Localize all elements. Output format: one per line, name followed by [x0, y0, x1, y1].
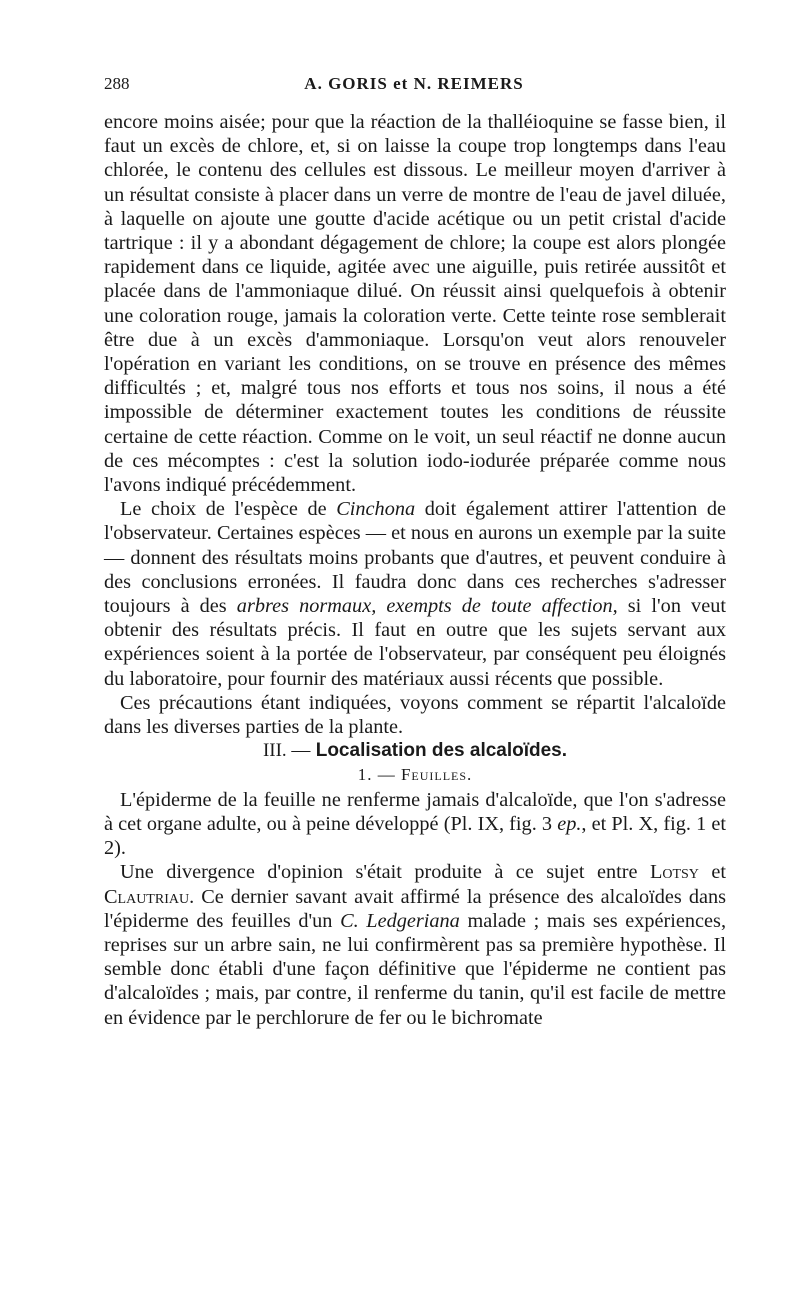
- italic-text: ep.: [557, 812, 582, 835]
- running-head: A. GORIS et N. REIMERS: [304, 74, 524, 93]
- section-heading: [104, 739, 726, 763]
- italic-text: arbres normaux, exempts de toute affection,: [236, 595, 618, 618]
- subsection-number: 1. —: [357, 765, 396, 785]
- paragraph: Une divergence d'opinion s'était produite à ce sujet entre Lotsy et Clautriau. Ce dernier savant avait affirmé la présence des alcaloïdes dans l'épiderme des feuilles d'un C. Ledgeriana malade ; mais ses expériences, reprises sur un arbre sain, ne lui confirmèrent pas sa première hypothèse. Il semble donc établi d'une façon définitive que l'épiderme ne contient pas d'alcaloïdes ; mais, par contre, il renferme du tanin, qu'il est facile de mettre en évidence par le perchlorure de fer ou le bichromate: [104, 861, 727, 1029]
- paragraph: Le choix de l'espèce de Cinchona doit également attirer l'attention de l'observateur. Certaines espèces — et nous en aurons un exemple par la suite — donnent des résultats moins probants que d'autres, et peuvent conduire à des conclusions erronées. Il faudra donc dans ces recherches s'adresser toujours à des arbres normaux, exempts de toute affection, si l'on veut obtenir des résultats précis. Il faut en outre que les sujets servant aux expériences soient à la portée de l'observateur, par conséquent peu éloignés du laboratoire, pour fournir des matériaux aussi récents que possible.: [104, 498, 726, 690]
- paragraph: Ces précautions étant indiquées, voyons comment se répartit l'alcaloïde dans les diverses parties de la plante.: [104, 691, 726, 739]
- author-name: Clautriau: [104, 885, 190, 908]
- page-number: 288: [104, 74, 130, 93]
- subsection-title: Feuilles.: [400, 765, 473, 785]
- italic-text: C. Ledgeriana: [340, 909, 460, 932]
- body-text: [104, 110, 726, 1030]
- author-name: Lotsy: [649, 861, 699, 884]
- section-title: Localisation des alcaloïdes.: [315, 740, 568, 762]
- subsection-heading: [104, 763, 726, 787]
- page-header: [104, 74, 724, 104]
- section-number: III. —: [262, 740, 311, 762]
- paragraph: encore moins aisée; pour que la réaction de la thalléioquine se fasse bien, il faut un excès de chlore, et, si on laisse la coupe trop longtemps dans l'eau chlorée, le contenu des cellules est dissous. Le meilleur moyen d'arriver à un résultat consiste à placer dans un verre de montre de l'eau de javel diluée, à laquelle on ajoute une goutte d'acide acétique ou un petit cristal d'acide tartrique : il y a abondant dégagement de chlore; la coupe est alors plongée rapidement dans ce liquide, agitée avec une aiguille, puis retirée aussitôt et placée dans de l'ammoniaque dilué. On réussit ainsi quelquefois à obtenir une coloration rouge, jamais la coloration verte. Cette teinte rose semblerait être due à un excès d'ammoniaque. Lorsqu'on veut alors renouveler l'opération en variant les conditions, on se trouve en présence des mêmes difficultés ; et, malgré tous nos efforts et tous nos soins, il nous a été impossible de déterminer exactement toutes les conditions de réussite certaine de cette réaction. Comme on le voit, un seul réactif ne donne aucun de ces mécomptes : c'est la solution iodo-iodurée préparée comme nous l'avons indiqué précédemment.: [104, 111, 726, 497]
- italic-text: Cinchona: [336, 498, 416, 521]
- paragraph: L'épiderme de la feuille ne renferme jamais d'alcaloïde, que l'on s'adresse à cet organe adulte, ou à peine développé (Pl. IX, fig. 3 ep., et Pl. X, fig. 1 et 2).: [104, 788, 726, 860]
